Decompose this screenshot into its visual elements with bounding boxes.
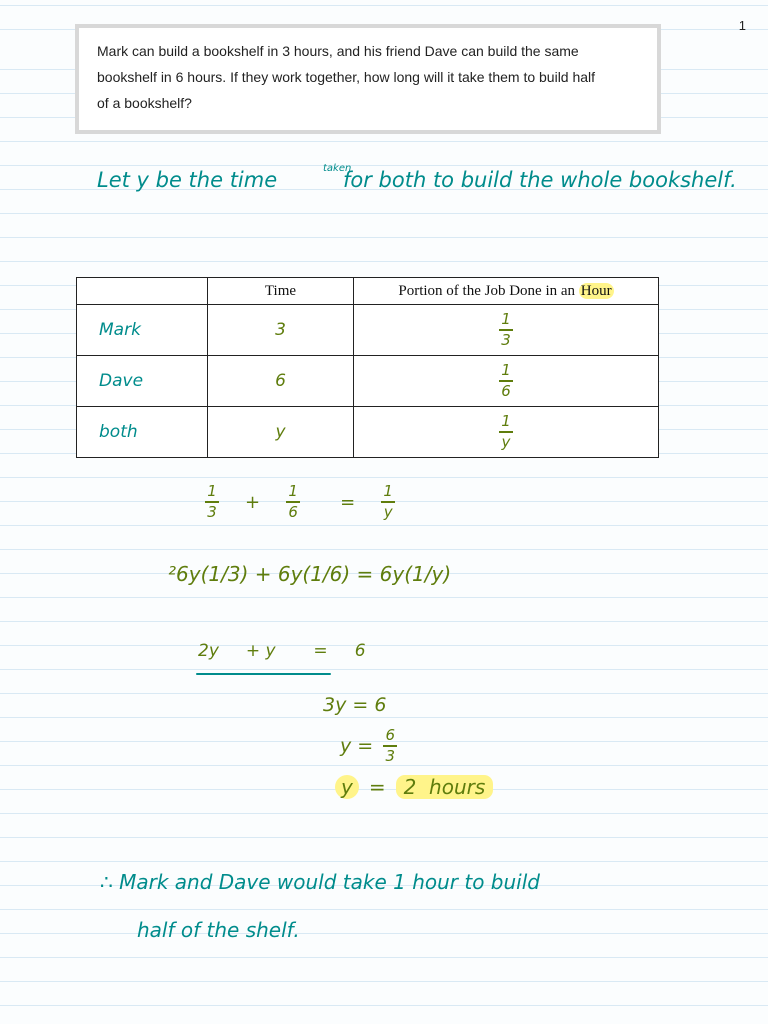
conclusion-line-1: ∴ Mark and Dave would take 1 hour to build [100, 870, 540, 894]
problem-line-1: Mark can build a bookshelf in 3 hours, and his friend Dave can build the same [97, 43, 579, 59]
fraction [499, 363, 513, 399]
table-cell-time: 6 [208, 356, 354, 407]
table-header-row [77, 278, 659, 305]
fraction-numerator: 6 [385, 726, 395, 744]
conclusion-line-2: half of the shelf. [137, 918, 300, 942]
equation-4: 3y = 6 [323, 694, 387, 716]
note-taken: taken [323, 163, 352, 174]
plus-sign: + [245, 491, 261, 513]
fraction-numerator: 1 [501, 412, 511, 430]
answer-value: 2 hours [396, 775, 494, 799]
fraction-denominator: 3 [501, 331, 511, 349]
table-header-portion [354, 278, 659, 305]
problem-line-3: of a bookshelf? [97, 95, 192, 111]
table-cell-portion [354, 305, 659, 356]
fraction-numerator: 1 [207, 482, 217, 500]
table-cell-who: Mark [77, 305, 208, 356]
table-row [77, 305, 659, 356]
table-header-hour: Hour [580, 282, 612, 299]
equation-2: ²6y(1/3) + 6y(1/6) = 6y(1/y) [168, 562, 452, 586]
fraction-numerator: 1 [383, 482, 393, 500]
table-cell-time: y [208, 407, 354, 458]
note-let-a: Let y be the time [97, 168, 278, 192]
note-let-b: for both to build the whole bookshelf. [343, 168, 737, 192]
fraction-denominator: 6 [501, 382, 511, 400]
table-cell-who: both [77, 407, 208, 458]
table-row [77, 356, 659, 407]
equals-sign: = [340, 491, 356, 513]
fraction [499, 414, 513, 450]
equation-1 [205, 484, 395, 520]
equals-sign: = [368, 775, 386, 799]
equation-3: 2y + y = 6 [198, 641, 366, 661]
fraction-numerator: 1 [501, 310, 511, 328]
table-header-empty [77, 278, 208, 305]
problem-box [75, 24, 661, 134]
fraction-numerator: 1 [288, 482, 298, 500]
fraction-numerator: 1 [501, 361, 511, 379]
table-cell-time: 3 [208, 305, 354, 356]
table-cell-portion [354, 356, 659, 407]
equation-5 [340, 728, 397, 764]
fraction [205, 484, 219, 520]
problem-line-2: bookshelf in 6 hours. If they work together, how long will it take them to build half [97, 69, 596, 85]
answer-variable: y [335, 775, 359, 799]
equation-6 [335, 775, 493, 799]
fraction [286, 484, 300, 520]
fraction [499, 312, 513, 348]
fraction-denominator: 3 [207, 503, 217, 521]
fraction-denominator: y [501, 433, 511, 451]
fraction-denominator: 6 [288, 503, 298, 521]
fraction [383, 728, 397, 764]
equation-5-lhs: y = [340, 735, 374, 757]
page-number: 1 [738, 18, 746, 33]
table-header-time: Time [208, 278, 354, 305]
table-cell-who: Dave [77, 356, 208, 407]
equation-underline [196, 673, 331, 675]
table-row [77, 407, 659, 458]
fraction [381, 484, 395, 520]
fraction-denominator: y [383, 503, 393, 521]
job-table [76, 277, 659, 458]
table-header-portion-text: Portion of the Job Done in an [398, 282, 579, 299]
fraction-denominator: 3 [385, 747, 395, 765]
table-cell-portion [354, 407, 659, 458]
